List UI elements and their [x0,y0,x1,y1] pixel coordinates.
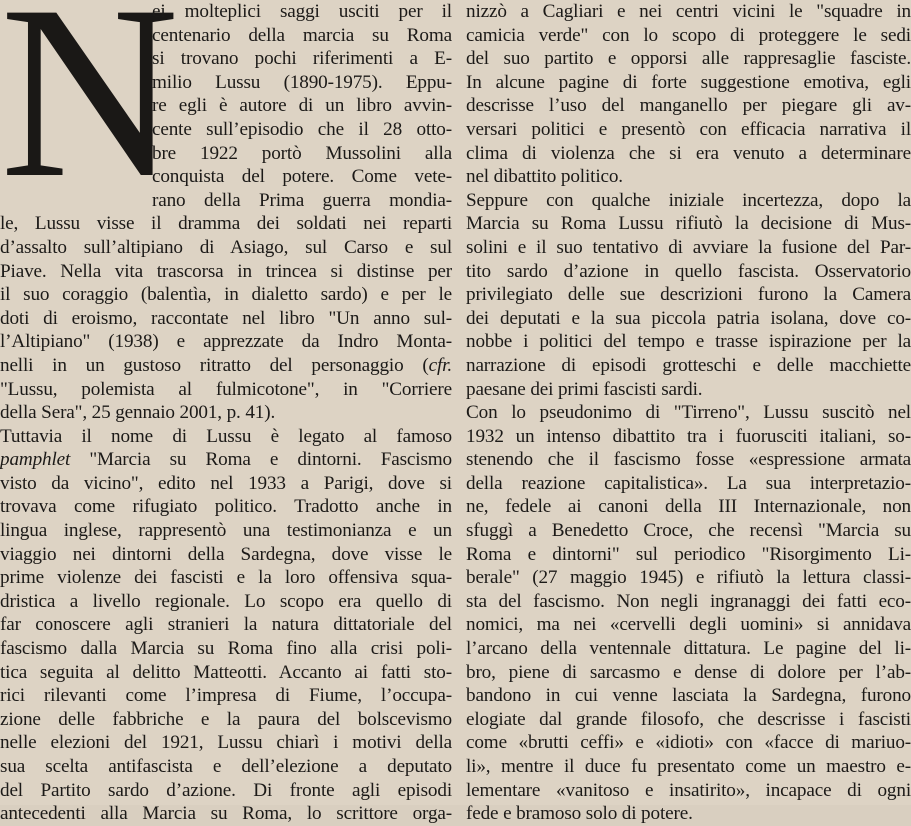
text-line: stenendo che il fascismo fosse «espressione armata [466,449,911,471]
text-line: nizzò a Cagliari e nei centri vicini le "squadre in [466,1,911,22]
drop-cap: N [0,0,180,229]
text-line: del suo partito e opporsi alle rappresaglie fasciste. [466,48,911,70]
text-line: come «brutti ceffi» e «idioti» con «facce di mariuo- [466,732,911,754]
text-line: doti di eroismo, raccontate nel libro "Un anno sul- [0,307,452,329]
text-line: prime violenze dei fascisti e la loro offensiva squa- [0,567,452,589]
text-line: sta del fascismo. Non negli ingranaggi dei fatti eco- [466,590,911,612]
text-line: del Partito sardo d’azione. Di fronte agli episodi [0,779,452,801]
text-line: dristica a livello regionale. Lo scopo era quello di [0,590,452,612]
text-line: lementare «vanitoso e insatirito», incapace di ogni [466,779,911,801]
text-line: si trovano pochi riferimenti a E- [152,48,452,70]
text-line: berale" (27 maggio 1945) e rifiutò la lettura classi- [466,567,911,589]
text-line: centenario della marcia su Roma [152,24,452,46]
text-line: visto da vicino", edito nel 1933 a Parigi, dove si [0,472,452,494]
text-line: rano della Prima guerra mondia- [152,189,452,211]
text-line: bandono in cui venne lasciata la Sardegna, furono [466,685,911,707]
text-line: Roma e dintorni" sul periodico "Risorgimento Li- [466,543,911,565]
text-line: trovava come rifugiato politico. Tradotto anche in [0,496,452,518]
text-line: elogiate dal grande filosofo, che descrisse i fascisti [466,708,911,730]
text-line: In alcune pagine di forte suggestione emotiva, egli [466,71,911,93]
text-line: lingua inglese, rappresentò una testimonianza e un [0,520,452,542]
text-line: privilegiato delle sue descrizioni furono la Camera [466,284,911,306]
text-line: far conoscere agli stranieri la natura dittatoriale del [0,614,452,636]
text-line: sua scelta antifascista e dell’elezione a deputato [0,756,452,777]
text-line: milio Lussu (1890-1975). Eppu- [152,71,452,93]
text-line: nobbe i politici del tempo e trasse ispirazione per la [466,331,911,353]
text-line: paesane dei primi fascisti sardi. [466,378,703,400]
text-line: re egli è autore di un libro avvin- [152,95,452,117]
text-line: nelli in un gustoso ritratto del personaggio (cfr. [0,354,452,376]
text-line: conquista del potere. Come vete- [152,166,452,188]
text-line: ne, fedele ai canoni della III Internazionale, non [466,496,911,518]
text-line: bro, piene di sarcasmo e dense di dolore per l’ab- [466,661,911,683]
text-line: li», mentre il duce fu presentato come un maestro e- [466,756,911,777]
text-line: clima di violenza che si era venuto a determinare [466,142,911,164]
right-column [466,0,911,826]
text-line: le, Lussu visse il dramma dei soldati nei reparti [0,213,452,235]
text-line: della reazione capitalistica». La sua interpretazio- [466,472,911,494]
text-line: dei deputati e la sua piccola patria isolana, dove co- [466,307,911,329]
text-line: della Sera", 25 gennaio 2001, p. 41). [0,402,276,424]
text-line: l’arcano della ventennale dittatura. Le pagine del li- [466,638,911,660]
text-line: descrisse l’uso del manganello per piegare gli av- [466,95,911,117]
text-line: Marcia su Roma Lussu rifiutò la decisione di Mus- [466,213,911,235]
text-line: ei molteplici saggi usciti per il [152,1,452,22]
text-line: zione delle fabbriche e la paura del bolscevismo [0,708,452,730]
text-line: 1932 un intenso dibattito tra i fuorusciti italiani, so- [466,425,911,447]
text-line: l’Altipiano" (1938) e apprezzate da Indro Monta- [0,331,452,353]
text-line: fede e bramoso solo di potere. [466,803,693,825]
text-line: il suo coraggio (balentìa, in dialetto sardo) e per le [0,284,452,306]
text-line: nelle elezioni del 1921, Lussu chiarì i motivi della [0,732,452,754]
text-line: camicia verde" con lo scopo di proteggere le sedi [466,24,911,46]
text-line: sfuggì a Benedetto Croce, che recensì "Marcia su [466,520,911,542]
text-line: rici rilevanti come l’impresa di Fiume, l’occupa- [0,685,452,707]
text-line: solini e il suo tentativo di avviare la fusione del Par- [466,236,911,258]
text-line: tito sardo d’azione in quello fascista. Osservatorio [466,260,911,282]
text-line: d’assalto sull’altipiano di Asiago, sul Carso e sul [0,236,452,258]
text-line: nel dibattito politico. [466,166,623,188]
text-line: Piave. Nella vita trascorsa in trincea si distinse per [0,260,452,282]
text-line: cente sull’episodio che il 28 otto- [152,118,452,140]
text-line: bre 1922 portò Mussolini alla [152,142,452,164]
text-line: "Lussu, polemista al fulmicotone", in "Corriere [0,378,452,400]
text-line: pamphlet "Marcia su Roma e dintorni. Fascismo [0,449,452,471]
text-line: viaggio nei dintorni della Sardegna, dove visse le [0,543,452,565]
text-line: versari politici e presentò con efficacia narrativa il [466,118,911,140]
text-line: nomici, ma nei «cervelli degli uomini» si annidava [466,614,911,636]
text-line: Seppure con qualche iniziale incertezza, dopo la [466,189,911,211]
text-line: tica seguita al delitto Matteotti. Accanto ai fatti sto- [0,661,452,683]
text-line: antecedenti alla Marcia su Roma, lo scrittore orga- [0,803,452,825]
text-line: narrazione di episodi grotteschi e delle macchiette [466,354,911,376]
left-column [0,0,452,826]
text-line: Con lo pseudonimo di "Tirreno", Lussu suscitò nel [466,402,911,424]
text-line: fascismo dalla Marcia su Roma fino alla crisi poli- [0,638,452,660]
text-line: Tuttavia il nome di Lussu è legato al famoso [0,425,452,447]
